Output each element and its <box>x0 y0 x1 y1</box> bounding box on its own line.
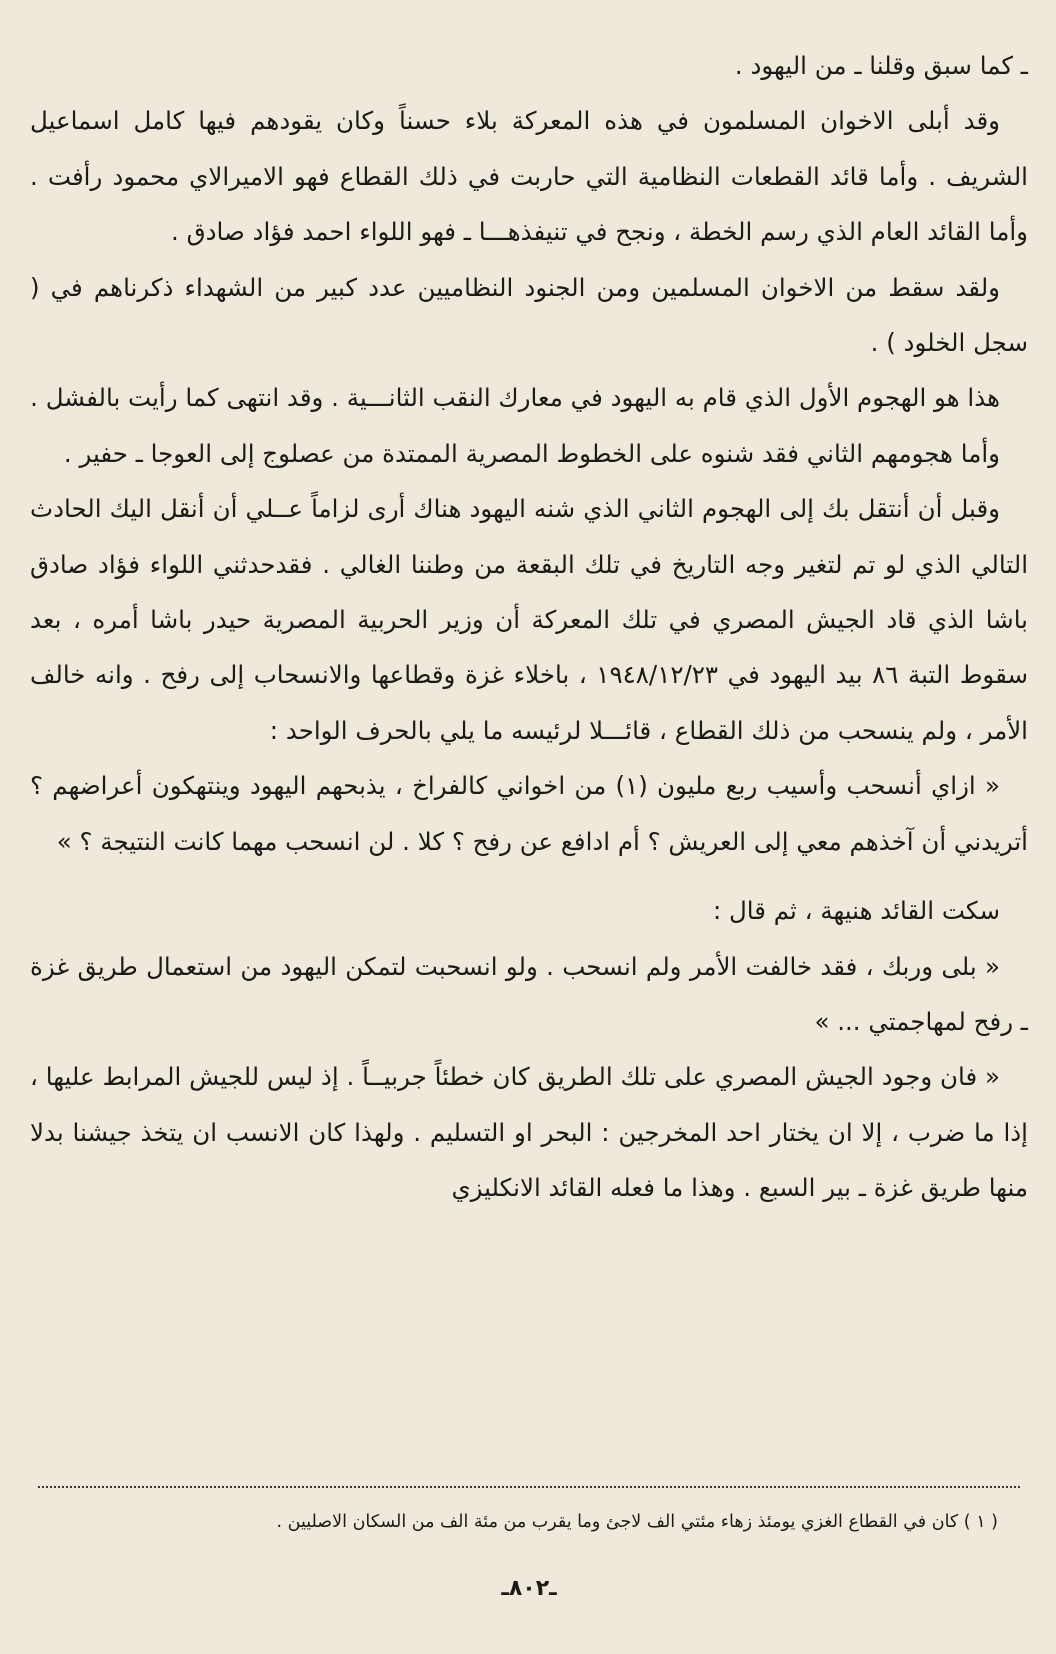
paragraph-commander-paused: سكت القائد هنيهة ، ثم قال : <box>712 896 1000 926</box>
paragraph-incident: وقبل أن أنتقل بك إلى الهجوم الثاني الذي شنه اليهود هناك أرى لزاماً عــلي أن أنقل اليك الحادث التالي الذي لو تم لتغير وجه التاريخ في تلك البقعة من وطننا الغالي . فقدحدثني اللواء فؤاد صادق باشا الذي قاد الجيش المصري في تلك المعركة أن وزير الحربية المصرية حيدر باشا أمره ، بعد سقوط التبة ٨٦ بيد اليهود في ١٩٤٨/١٢/٢٣ ، باخلاء غزة وقطاعها والانسحاب إلى رفح . وانه خالف الأمر ، ولم ينسحب من ذلك القطاع ، قائـــلا لرئيسه ما يلي بالحرف الواحد : <box>30 494 1028 745</box>
paragraph-muslim-brotherhood: وقد أبلى الاخوان المسلمون في هذه المعركة بلاء حسناً وكان يقودهم فيها كامل اسماعيل الشريف . وأما قائد القطعات النظامية التي حاربت في ذلك القطاع فهو الاميرالاي محمود رأفت . وأما القائد العام الذي رسم الخطة ، ونجح في تنيفذهـــا ـ فهو اللواء احمد فؤاد صادق . <box>30 106 1028 247</box>
paragraph-quote-road: « فان وجود الجيش المصري على تلك الطريق كان خطئاً جربيــاً . إذ ليس للجيش المرابط عليها ، إذا ما ضرب ، إلا ان يختار احد المخرجين : البحر او التسليم . ولهذا كان الانسب ان يتخذ جيشنا بدلا منها طريق غزة ـ بير السبع . وهذا ما فعله القائد الانكليزي <box>30 1062 1028 1203</box>
paragraph-quote-disobeyed: « بلى وربك ، فقد خالفت الأمر ولم انسحب . ولو انسحبت لتمكن اليهود من استعمال طريق غزة ـ رفح لمهاجمتي ... » <box>30 951 1028 1036</box>
paragraph-second-attack: وأما هجومهم الثاني فقد شنوه على الخطوط المصرية الممتدة من عصلوج إلى العوجا ـ حفير . <box>63 438 1000 468</box>
page-number: ـ٨٠٢ـ <box>501 1576 557 1601</box>
paragraph-first-attack: هذا هو الهجوم الأول الذي قام به اليهود في معارك النقب الثانـــية . وقد انتهى كما رأيت بالفشل . <box>30 383 1000 413</box>
paragraph-quote-withdraw: « ازاي أنسحب وأسيب ربع مليون (١) من اخواني كالفراخ ، يذبحهم اليهود وينتهكون أعراضهم ؟ أتريدني أن آخذهم معي إلى العريش ؟ أم ادافع عن رفح ؟ كلا . لن انسحب مهما كانت النتيجة ؟ » <box>30 771 1028 856</box>
paragraph-martyrs: ولقد سقط من الاخوان المسلمين ومن الجنود النظاميين عدد كبير من الشهداء ذكرناهم في ( سجل الخلود ) . <box>30 272 1028 358</box>
footnote-divider <box>38 1486 1020 1488</box>
footnote: ( ١ ) كان في القطاع الغزي يومئذ زهاء مئتي الف لاجئ وما يقرب من مئة الف من السكان الاصليين . <box>276 1512 998 1532</box>
body-text <box>30 38 1028 1216</box>
paragraph-continuation: ـ كما سبق وقلنا ـ من اليهود . <box>734 51 1028 80</box>
book-page <box>30 38 1028 1628</box>
